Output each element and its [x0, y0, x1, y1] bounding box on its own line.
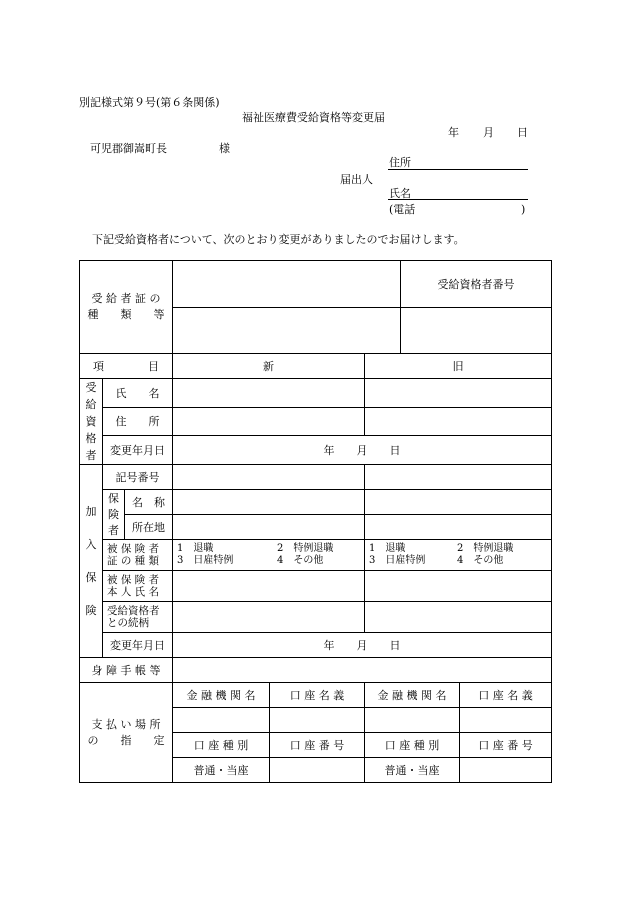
account-number-header-new: 口 座 番 号 [270, 733, 365, 758]
insurer-name-old-field[interactable] [365, 490, 552, 515]
account-holder-header-old: 口 座 名 義 [460, 683, 552, 708]
vchar: 加 [85, 505, 97, 518]
recipient-group-label [80, 379, 103, 465]
insured-type-new-options[interactable] [173, 540, 365, 571]
bank-name-header-old: 金 融 機 関 名 [365, 683, 460, 708]
intro-text: 下記受給資格者について、次のとおり変更がありましたのでお届けします。 [92, 233, 465, 246]
change-form-table [79, 260, 552, 783]
item-header: 項 目 [80, 354, 173, 379]
vchar: 格 [85, 432, 97, 445]
address-new-field[interactable] [173, 407, 365, 436]
old-header: 旧 [365, 354, 552, 379]
insurance-group-label [80, 465, 103, 658]
option-other[interactable]: 4 その他 [277, 555, 324, 566]
account-holder-header-new: 口 座 名 義 [270, 683, 365, 708]
notifier-name-label: 氏名 [389, 187, 411, 200]
account-type-header-old: 口 座 種 別 [365, 733, 460, 758]
phone-label: (電話 [389, 203, 416, 216]
relation-label [103, 602, 173, 633]
change-date-field[interactable]: 年 月 日 [173, 436, 552, 465]
relation-old-field[interactable] [365, 602, 552, 633]
vchar: 険 [108, 507, 119, 521]
date-month-label: 月 [483, 126, 494, 139]
phone-close: ) [521, 203, 526, 216]
vchar: 保 [108, 491, 119, 505]
account-holder-old-field[interactable] [460, 708, 552, 733]
insured-name-label-2: 本 人 氏 名 [107, 586, 160, 598]
cert-type-label-1: 受 給 者 証 の [91, 292, 161, 305]
symbol-number-old-field[interactable] [365, 465, 552, 490]
cert-type-field-2[interactable] [173, 308, 401, 354]
account-number-new-field[interactable] [270, 758, 365, 783]
relation-new-field[interactable] [173, 602, 365, 633]
relation-label-1: 受給資格者 [107, 605, 160, 617]
account-number-header-old: 口 座 番 号 [460, 733, 552, 758]
option-special-retired[interactable]: 2 特例退職 [277, 543, 334, 554]
bank-name-new-field[interactable] [173, 708, 270, 733]
insurer-group-label [103, 490, 125, 540]
option-other[interactable]: 4 その他 [457, 555, 504, 566]
cert-type-field-1[interactable] [173, 261, 401, 308]
name-new-field[interactable] [173, 379, 365, 408]
insurer-name-label: 名 称 [125, 490, 173, 515]
insured-name-old-field[interactable] [365, 571, 552, 602]
change-date-label: 変更年月日 [103, 436, 173, 465]
cert-type-label [80, 261, 173, 354]
account-number-old-field[interactable] [460, 758, 552, 783]
bank-name-header-new: 金 融 機 関 名 [173, 683, 270, 708]
vchar: 険 [85, 604, 97, 617]
recipient-number-label: 受給資格者番号 [401, 261, 552, 308]
vchar: 保 [85, 571, 97, 584]
insured-type-label [103, 540, 173, 571]
insurer-address-new-field[interactable] [173, 515, 365, 540]
insured-type-label-2: 証 の 種 類 [107, 555, 160, 567]
vchar: 者 [108, 523, 119, 537]
name-label: 氏 名 [103, 379, 173, 408]
cert-type-label-2: 種 類 等 [87, 308, 165, 321]
payment-label-2: の 指 定 [87, 733, 165, 747]
recipient-honorific: 様 [219, 142, 230, 155]
account-holder-new-field[interactable] [270, 708, 365, 733]
insurance-change-date-label: 変更年月日 [103, 633, 173, 658]
option-day-labor[interactable]: 3 日雇特例 [177, 555, 234, 566]
option-day-labor[interactable]: 3 日雇特例 [369, 555, 426, 566]
notifier-address-label: 住所 [389, 156, 411, 169]
insurer-name-new-field[interactable] [173, 490, 365, 515]
option-retired[interactable]: 1 退職 [369, 543, 406, 554]
bank-name-old-field[interactable] [365, 708, 460, 733]
date-day-label: 日 [517, 126, 528, 139]
new-header: 新 [173, 354, 365, 379]
vchar: 受 [85, 381, 97, 394]
symbol-number-new-field[interactable] [173, 465, 365, 490]
vchar: 給 [85, 398, 97, 411]
payment-location-label [80, 683, 173, 783]
insurer-address-label: 所在地 [125, 515, 173, 540]
account-type-old-field[interactable]: 普通・当座 [365, 758, 460, 783]
recipient-number-field[interactable] [401, 308, 552, 354]
insured-name-label [103, 571, 173, 602]
date-year-label: 年 [448, 126, 459, 139]
account-type-header-new: 口 座 種 別 [173, 733, 270, 758]
payment-label-1: 支 払 い 場 所 [91, 717, 161, 731]
insured-name-new-field[interactable] [173, 571, 365, 602]
vchar: 者 [85, 449, 97, 462]
address-label: 住 所 [103, 407, 173, 436]
address-field[interactable] [388, 169, 528, 170]
symbol-number-label: 記号番号 [103, 465, 173, 490]
insured-name-label-1: 被 保 険 者 [107, 574, 160, 586]
insurance-change-date-field[interactable]: 年 月 日 [173, 633, 552, 658]
form-number: 別記様式第９号(第６条関係) [79, 96, 220, 109]
notifier-label: 届出人 [340, 173, 373, 186]
vchar: 資 [85, 415, 97, 428]
option-retired[interactable]: 1 退職 [177, 543, 214, 554]
insurer-address-old-field[interactable] [365, 515, 552, 540]
recipient-office: 可児郡御嵩町長 [90, 142, 167, 155]
insured-type-old-options[interactable] [365, 540, 552, 571]
form-title: 福祉医療費受給資格等変更届 [242, 111, 385, 124]
name-field[interactable] [388, 199, 528, 200]
relation-label-2: との続柄 [107, 617, 149, 629]
option-special-retired[interactable]: 2 特例退職 [457, 543, 514, 554]
disability-field[interactable] [173, 658, 552, 683]
insured-type-label-1: 被 保 険 者 [107, 543, 160, 555]
account-type-new-field[interactable]: 普通・当座 [173, 758, 270, 783]
disability-label: 身 障 手 帳 等 [80, 658, 173, 683]
name-old-field[interactable] [365, 379, 552, 408]
vchar: 入 [85, 538, 97, 551]
address-old-field[interactable] [365, 407, 552, 436]
